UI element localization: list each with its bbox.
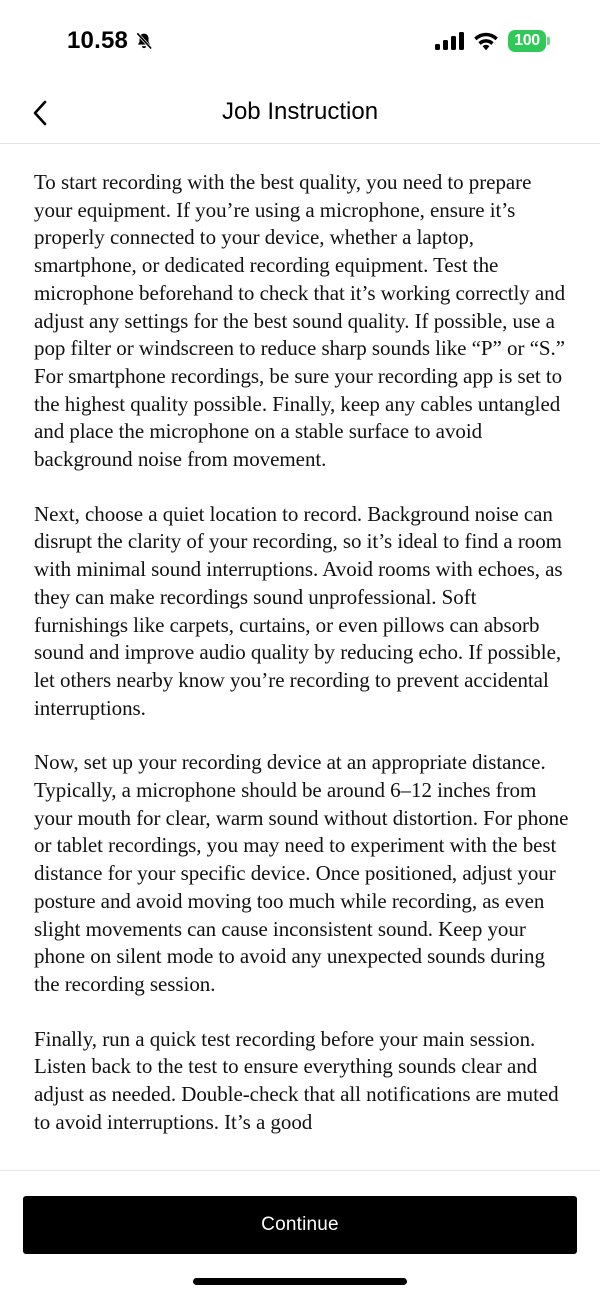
status-time-group [67,26,154,56]
wifi-icon [473,31,499,51]
instruction-content[interactable] [0,144,600,1170]
continue-button[interactable]: Continue [23,1196,577,1254]
bell-slash-icon [134,31,154,51]
instruction-paragraph-1: To start recording with the best quality, you need to prepare your equipment. If you’re using a microphone, ensure it’s properly connected to your device, whether a laptop, smartphone, or dedicated recording equipment. Test the microphone beforehand to check that it’s working correctly and adjust any settings for the best sound quality. If possible, use a pop filter or windscreen to reduce sharp sounds like “P” or “S.” For smartphone recordings, be sure your recording app is set to the highest quality possible. Finally, keep any cables untangled and place the microphone on a stable surface to avoid background noise from movement. [34,170,566,472]
instruction-paragraph-4: Finally, run a quick test recording before your main session. Listen back to the test to ensure everything sounds clear and adjust as needed. Double-check that all notifications are muted to avoid interruptions. It’s a good [34,1026,559,1134]
footer [0,1170,600,1298]
instruction-paragraph-2: Next, choose a quiet location to record. Background noise can disrupt the clarity of your recording, so it’s ideal to find a room with minimal sound interruptions. Avoid rooms with echoes, as they can make recordings sound unprofessional. Soft furnishings like carpets, curtains, or even pillows can absorb sound and improve audio quality by reducing echo. If possible, let others nearby know you’re recording to prevent accidental interruptions. [34,501,563,720]
battery-icon [508,30,550,52]
battery-tip [547,37,550,45]
battery-level: 100 [508,30,546,52]
page-title: Job Instruction [221,98,379,125]
status-time: 10.58 [67,27,129,54]
status-right-group [435,28,550,54]
navigation-bar [0,82,600,144]
cellular-signal-icon [435,32,464,50]
instruction-text [0,144,600,1137]
status-bar [0,0,600,82]
instruction-paragraph-3: Now, set up your recording device at an appropriate distance. Typically, a microphone should be around 6–12 inches from your mouth for clear, warm sound without distortion. For phone or tablet recordings, you may need to experiment with the best distance for your specific device. Once positioned, adjust your posture and avoid moving too much while recording, as even slight movements can cause inconsistent sound. Keep your phone on silent mode to avoid any unexpected sounds during the recording session. [34,750,569,996]
home-indicator[interactable] [193,1278,407,1285]
